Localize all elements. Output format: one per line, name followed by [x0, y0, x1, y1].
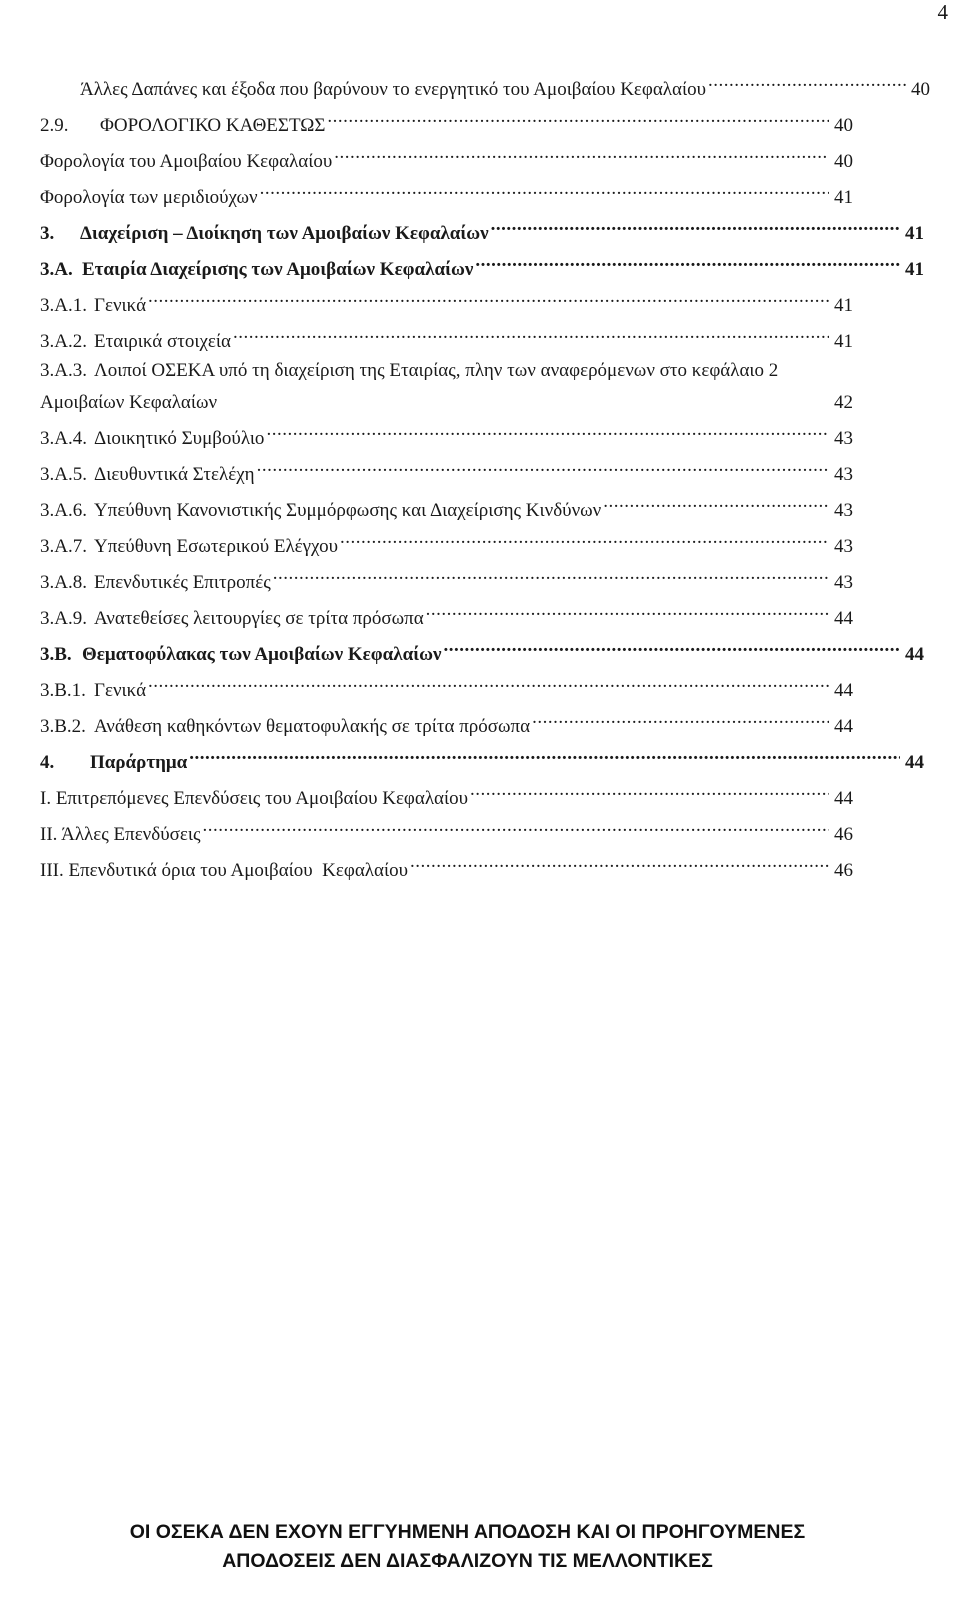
toc-entry-number: 2.9.	[40, 115, 69, 136]
toc-entry-title: Ανατεθείσες λειτουργίες σε τρίτα πρόσωπα	[94, 608, 424, 629]
toc-entry-number: 3.Α.6.	[40, 500, 87, 521]
toc-entry[interactable]	[40, 815, 853, 845]
toc-entry[interactable]	[40, 214, 924, 244]
toc-entry[interactable]	[40, 491, 853, 521]
toc-leader-dots	[257, 455, 829, 480]
toc-entry[interactable]	[40, 178, 853, 208]
toc-leader-dots	[475, 250, 900, 275]
toc-entry-title: Διευθυντικά Στελέχη	[94, 464, 255, 485]
disclaimer-footer	[0, 1518, 935, 1576]
toc-entry-title: Παράρτημα	[90, 752, 188, 773]
toc-entry-number: 4.	[40, 752, 55, 773]
toc-entry-title: Υπεύθυνη Εσωτερικού Ελέγχου	[94, 536, 338, 557]
toc-entry[interactable]	[40, 599, 853, 629]
toc-entry-number: 3.	[40, 223, 55, 244]
toc-entry-title: Γενικά	[94, 680, 147, 701]
toc-entry-title: Φορολογία του Αμοιβαίου Κεφαλαίου	[40, 151, 333, 172]
toc-entry-number: 3.Β.2.	[40, 716, 86, 737]
toc-leader-dots	[426, 599, 829, 624]
toc-entry-title: ΦΟΡΟΛΟΓΙΚΟ ΚΑΘΕΣΤΩΣ	[100, 115, 326, 136]
toc-entry-page: 44	[834, 608, 853, 629]
toc-leader-dots	[491, 214, 900, 239]
toc-entry-page: 44	[834, 788, 853, 809]
toc-entry-number: 3.Α.9.	[40, 608, 87, 629]
toc-leader-dots	[148, 671, 829, 696]
toc-entry[interactable]	[40, 250, 924, 280]
toc-entry-title: Επενδυτικές Επιτροπές	[94, 572, 271, 593]
toc-leader-dots	[470, 779, 829, 804]
toc-entry-title: Διοικητικό Συμβούλιο	[94, 428, 265, 449]
toc-leader-dots	[203, 815, 830, 840]
table-of-contents	[40, 70, 930, 887]
toc-leader-dots	[532, 707, 829, 732]
toc-leader-dots	[708, 70, 906, 95]
toc-entry-title: Εταιρικά στοιχεία	[94, 331, 231, 352]
toc-leader-dots	[273, 563, 829, 588]
toc-entry[interactable]	[40, 358, 853, 413]
toc-entry[interactable]	[40, 142, 853, 172]
toc-entry-title: ΙΙΙ. Επενδυτικά όρια του Αμοιβαίου Κεφαλαίου	[40, 860, 408, 881]
toc-entry-title: Ανάθεση καθηκόντων θεματοφυλακής σε τρίτα πρόσωπα	[94, 716, 531, 737]
toc-leader-dots	[340, 527, 829, 552]
toc-entry-number: 3.Β.1.	[40, 680, 86, 701]
toc-entry[interactable]	[40, 851, 853, 881]
toc-entry[interactable]	[40, 527, 853, 557]
toc-entry-page: 43	[834, 464, 853, 485]
toc-entry-title: Υπεύθυνη Κανονιστικής Συμμόρφωσης και Διαχείρισης Κινδύνων	[94, 500, 602, 521]
toc-entry-title: Ι. Επιτρεπόμενες Επενδύσεις του Αμοιβαίου Κεφαλαίου	[40, 788, 469, 809]
page-number: 4	[937, 0, 948, 24]
toc-entry-page: 40	[911, 79, 930, 100]
toc-entry-number: 3.Α.5.	[40, 464, 87, 485]
toc-entry-page: 43	[834, 428, 853, 449]
toc-entry[interactable]	[40, 70, 930, 100]
toc-entry-page: 41	[834, 295, 853, 316]
toc-entry-page: 41	[905, 223, 924, 244]
toc-leader-dots	[219, 383, 832, 408]
toc-entry-title: Φορολογία των μεριδιούχων	[40, 187, 258, 208]
toc-entry-title-continued: Αμοιβαίων Κεφαλαίων	[40, 392, 218, 413]
toc-leader-dots	[233, 322, 829, 347]
toc-entry[interactable]	[40, 286, 853, 316]
toc-leader-dots	[260, 178, 829, 203]
toc-entry-number: 3.Α.7.	[40, 536, 87, 557]
toc-entry-title: Λοιποί ΟΣΕΚΑ υπό τη διαχείριση της Εταιρίας, πλην των αναφερόμενων στο κεφάλαιο 2	[94, 360, 779, 381]
toc-leader-dots	[189, 743, 900, 768]
toc-entry-title: Εταιρία Διαχείρισης των Αμοιβαίων Κεφαλαίων	[82, 259, 474, 280]
toc-leader-dots	[327, 106, 829, 131]
toc-entry[interactable]	[40, 455, 853, 485]
toc-entry-title: ΙΙ. Άλλες Επενδύσεις	[40, 824, 201, 845]
toc-entry-page: 46	[834, 860, 853, 881]
toc-entry-page: 44	[905, 752, 924, 773]
toc-entry[interactable]	[40, 743, 924, 773]
toc-leader-dots	[334, 142, 829, 167]
toc-entry[interactable]	[40, 106, 853, 136]
toc-entry-page: 44	[834, 716, 853, 737]
toc-leader-dots	[443, 635, 900, 660]
toc-entry-page: 42	[834, 392, 853, 413]
toc-entry-page: 43	[834, 572, 853, 593]
toc-entry-page: 40	[834, 115, 853, 136]
toc-leader-dots	[266, 419, 829, 444]
toc-entry-number: 3.Α.	[40, 259, 73, 280]
toc-entry-page: 44	[905, 644, 924, 665]
toc-entry-page: 44	[834, 680, 853, 701]
toc-entry-number: 3.Α.3.	[40, 360, 87, 381]
toc-entry-page: 46	[834, 824, 853, 845]
toc-leader-dots	[410, 851, 829, 876]
toc-entry-page: 43	[834, 500, 853, 521]
toc-entry-page: 43	[834, 536, 853, 557]
toc-entry-number: 3.Β.	[40, 644, 72, 665]
disclaimer-line-2: ΑΠΟΔΟΣΕΙΣ ΔΕΝ ΔΙΑΣΦΑΛΙΖΟΥΝ ΤΙΣ ΜΕΛΛΟΝΤΙΚΕΣ	[222, 1550, 713, 1572]
toc-entry[interactable]	[40, 671, 853, 701]
toc-entry-title: Διαχείριση – Διοίκηση των Αμοιβαίων Κεφαλαίων	[80, 223, 489, 244]
toc-entry[interactable]	[40, 322, 853, 352]
toc-entry-number: 3.Α.4.	[40, 428, 87, 449]
toc-entry[interactable]	[40, 635, 924, 665]
toc-entry-page: 41	[834, 331, 853, 352]
toc-entry-title: Άλλες Δαπάνες και έξοδα που βαρύνουν το ενεργητικό του Αμοιβαίου Κεφαλαίου	[80, 79, 706, 100]
toc-entry-number: 3.Α.8.	[40, 572, 87, 593]
toc-entry[interactable]	[40, 563, 853, 593]
toc-entry-title: Θεματοφύλακας των Αμοιβαίων Κεφαλαίων	[82, 644, 442, 665]
toc-entry[interactable]	[40, 779, 853, 809]
toc-entry-number: 3.Α.1.	[40, 295, 87, 316]
toc-entry-page: 41	[834, 187, 853, 208]
toc-entry-page: 41	[905, 259, 924, 280]
toc-entry-title: Γενικά	[94, 295, 147, 316]
toc-leader-dots	[603, 491, 829, 516]
toc-entry-page: 40	[834, 151, 853, 172]
toc-entry-number: 3.Α.2.	[40, 331, 87, 352]
disclaimer-line-1: ΟΙ ΟΣΕΚΑ ΔΕΝ ΕΧΟΥΝ ΕΓΓΥΗΜΕΝΗ ΑΠΟΔΟΣΗ ΚΑΙ ΟΙ ΠΡΟΗΓΟΥΜΕΝΕΣ	[129, 1521, 806, 1543]
toc-leader-dots	[148, 286, 829, 311]
toc-entry[interactable]	[40, 419, 853, 449]
toc-entry[interactable]	[40, 707, 853, 737]
